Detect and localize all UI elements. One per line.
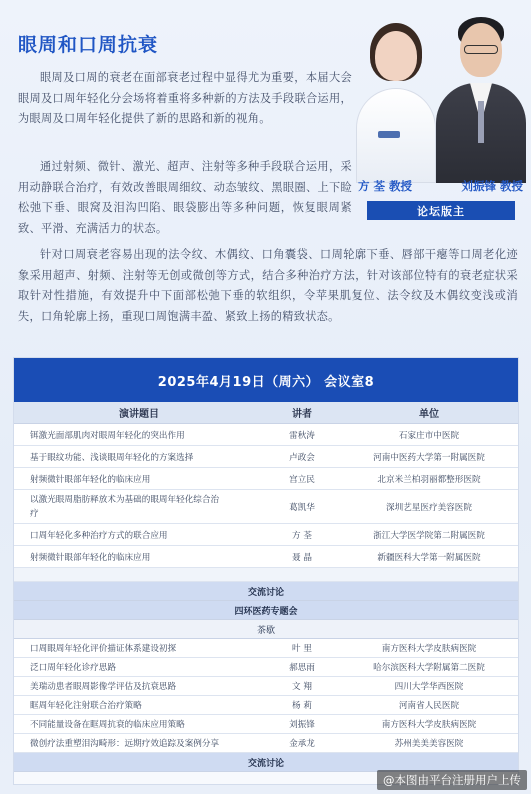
cell-topic: 微创疗法重塑泪沟畸形：远期疗效追踪及案例分享 <box>30 739 220 749</box>
cell-topic: 铒激光面部肌肉对眼周年轻化的突出作用 <box>30 430 185 441</box>
cell-unit: 河南中医药大学第一附属医院 <box>373 452 485 463</box>
cell-topic: 以激光眼周脂肪释放术为基础的眼周年轻化综合治疗 <box>30 494 220 519</box>
schedule-date: 2025年4月19日（周六） 会议室8 <box>14 358 518 402</box>
cell-unit: 浙江大学医学院第二附属医院 <box>373 530 485 541</box>
table-row <box>14 696 518 715</box>
table-row <box>14 639 518 658</box>
cell-unit: 新疆医科大学第一附属医院 <box>377 552 481 563</box>
table-row <box>14 715 518 734</box>
cell-speaker: 叶 里 <box>292 644 312 654</box>
cell-speaker: 刘振锋 <box>289 720 315 730</box>
cell-topic: 口周年轻化多种治疗方式的联合应用 <box>30 530 168 541</box>
tea-break-band: 茶歇 <box>14 620 518 639</box>
page-title: 眼周和口周抗衰 <box>18 34 159 56</box>
chairs-photo <box>352 8 527 183</box>
watermark: @本图由平台注册用户上传 <box>377 770 527 790</box>
cell-unit: 北京米兰柏羽丽都整形医院 <box>377 474 481 485</box>
chair-name-2: 刘振锋 教授 <box>461 179 523 193</box>
cell-topic: 不同能量设备在眶周抗衰的临床应用策略 <box>30 720 185 730</box>
table-row <box>14 734 518 753</box>
cell-topic: 基于眼纹功能、浅谈眼周年轻化的方案选择 <box>30 452 194 463</box>
header-speaker: 讲者 <box>292 409 312 420</box>
spacer-row <box>14 568 518 582</box>
cell-speaker: 杨 莉 <box>292 701 312 711</box>
cell-unit: 南方医科大学皮肤病医院 <box>381 720 477 730</box>
cell-speaker: 聂 晶 <box>292 552 312 563</box>
table-row <box>14 658 518 677</box>
cell-speaker: 葛凯华 <box>289 502 315 513</box>
symposium-band: 四环医药专题会 <box>14 601 518 620</box>
table-row <box>14 424 518 446</box>
cell-speaker: 郝思雨 <box>289 663 315 673</box>
cell-topic: 射频微针眼部年轻化的临床应用 <box>30 552 151 563</box>
cell-topic: 泛口周年轻化诊疗思路 <box>30 663 116 673</box>
eye-paragraph: 通过射频、微针、激光、超声、注射等多种手段联合运用，采用动静联合治疗，有效改善眼周细纹、动态皱纹、黑眼圈、上下睑松弛下垂、眼窝及泪沟凹陷、眼袋膨出等多种问题，恢复眼周紧致、平滑、充满活力的状态。 <box>18 160 352 235</box>
cell-speaker: 金承龙 <box>289 739 315 749</box>
chair-names <box>358 178 523 194</box>
cell-topic: 眶周年轻化注射联合治疗策略 <box>30 701 142 711</box>
cell-topic: 射频微针眼部年轻化的临床应用 <box>30 474 151 485</box>
chair-portrait-man <box>436 11 526 183</box>
intro-paragraph: 眼周及口周的衰老在面部衰老过程中显得尤为重要，本届大会眼周及口周年轻化分会场将着重将多种新的方法及手段联合运用，为眼周及口周年轻化提供了新的思路和新的视角。 <box>18 71 352 125</box>
table-row <box>14 524 518 546</box>
header-topic: 演讲题目 <box>119 409 159 420</box>
table-row <box>14 468 518 490</box>
cell-unit: 四川大学华西医院 <box>394 682 464 692</box>
table-row <box>14 490 518 524</box>
chair-name-1: 方 荃 教授 <box>358 179 413 193</box>
discussion-band-2: 交流讨论 <box>14 753 518 772</box>
cell-unit: 石家庄市中医院 <box>398 430 460 441</box>
cell-speaker: 雷秋涛 <box>289 430 315 441</box>
forum-host-tag: 论坛版主 <box>367 201 515 220</box>
table-row <box>14 446 518 468</box>
header-unit: 单位 <box>419 409 439 420</box>
cell-unit: 哈尔滨医科大学附属第二医院 <box>373 663 485 673</box>
cell-speaker: 卢政会 <box>289 452 315 463</box>
discussion-band: 交流讨论 <box>14 582 518 601</box>
schedule-table <box>13 357 519 785</box>
table-row <box>14 546 518 568</box>
cell-unit: 苏州美美美容医院 <box>394 739 464 749</box>
cell-speaker: 方 荃 <box>292 530 312 541</box>
cell-speaker: 宫立民 <box>289 474 315 485</box>
table-header <box>14 402 518 424</box>
cell-speaker: 文 翔 <box>292 682 312 692</box>
cell-topic: 口周眼周年轻化评价描证体系建设初探 <box>30 644 177 654</box>
table-row <box>14 677 518 696</box>
cell-unit: 河南省人民医院 <box>398 701 460 711</box>
chair-portrait-woman <box>356 13 436 183</box>
cell-unit: 南方医科大学皮肤病医院 <box>381 644 477 654</box>
cell-unit: 深圳艺星医疗美容医院 <box>386 502 472 513</box>
mouth-paragraph: 针对口周衰老容易出现的法令纹、木偶纹、口角囊袋、口周轮廓下垂、唇部干瘪等口周老化迹象采用超声、射频、注射等无创或微创等方式，结合多种治疗方法，针对该部位特有的衰老症状采取针对性措施，有效提升中下面部松弛下垂的软组织，令苹果肌复位、法令纹及木偶纹变浅或消失，口角轮廓上扬，重现口周饱满丰盈、紧致上扬的精致状态。 <box>18 248 518 323</box>
cell-topic: 美瑞动患者眼周影像学评估及抗衰思路 <box>30 682 177 692</box>
